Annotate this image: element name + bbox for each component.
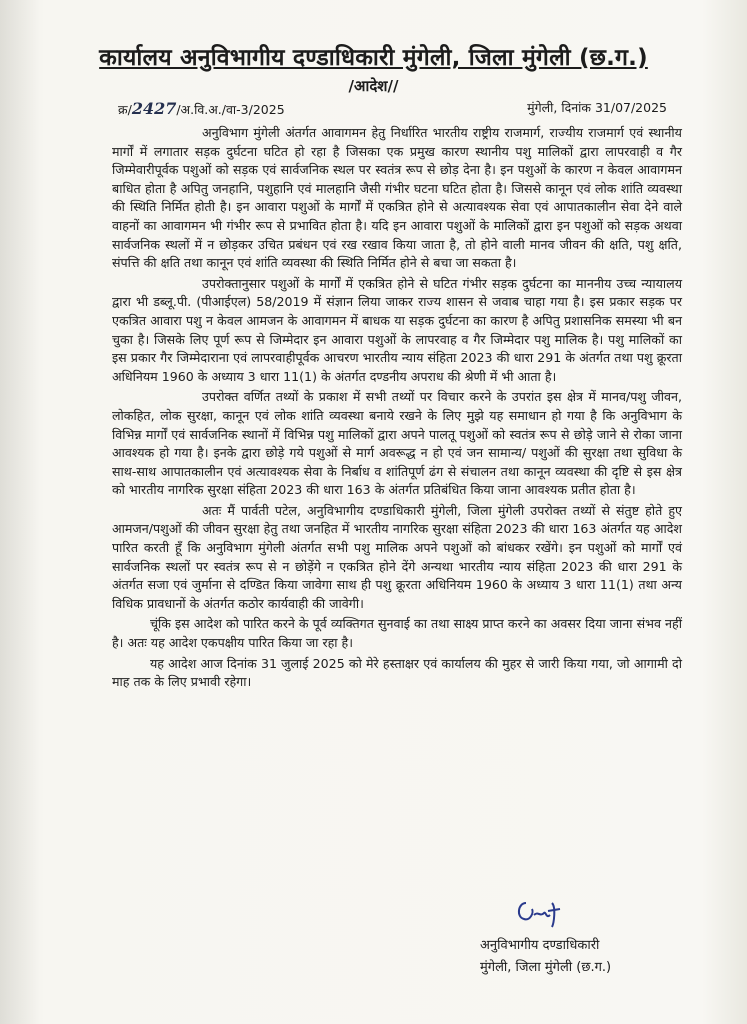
order-label: /आदेश//	[348, 77, 399, 95]
reference-handwritten-number: 2427	[131, 99, 177, 118]
page-shadow	[0, 0, 40, 1024]
order-date: मुंगेली, दिनांक 31/07/2025	[527, 100, 667, 115]
signatory-designation: अनुविभागीय दण्डाधिकारी	[480, 938, 600, 953]
reference-prefix: क्र/	[118, 102, 132, 117]
reference-suffix: /अ.वि.अ./वा-3/2025	[176, 102, 285, 117]
signatory-location: मुंगेली, जिला मुंगेली (छ.ग.)	[480, 960, 612, 975]
paragraph-background: अनुविभाग मुंगेली अंतर्गत आवागमन हेतु निर्धारित भारतीय राष्ट्रीय राजमार्ग, राज्यीय राजमार्ग एवं स्थानीय मार्गों में लगातार सड़क दुर्घटना घटित हो रहा है जिसका एक प्रमुख कारण स्थानीय पशु मालिकों द्वारा लापरवाही व गैर जिम्मेवारीपूर्वक पशुओं को सड़क एवं सार्वजनिक स्थल पर स्वतंत्र रूप से छोड़ देना है। इन पशुओं के कारण न केवल आवागमन बाधित होता है अपितु जनहानि, पशुहानि एवं मालहानि जैसी गंभीर घटना घटित होता है। जिससे कानून एवं लोक शांति व्यवस्था की स्थिति निर्मित होती है। इन आवारा पशुओं के मार्गों में एकत्रित होने से अत्यावश्यक सेवा एवं आपातकालीन सेवा देने वाले वाहनों का आवागमन भी गंभीर रूप से प्रभावित होता है। यदि इन आवारा पशुओं के मालिकों द्वारा इन पशुओं को सड़क अथवा सार्वजनिक स्थलों में न छोड़कर उचित प्रबंधन एवं रख रखाव किया जाता है, तो होने वाली मानव जीवन की क्षति, पशु क्षति, संपत्ति की क्षति तथा कानून एवं शांति व्यवस्था की स्थिति निर्मित होने से बचा जा सकता है।	[112, 125, 682, 271]
paragraph-ex-parte: चूंकि इस आदेश को पारित करने के पूर्व व्यक्तिगत सुनवाई का तथा साक्ष्य प्राप्त करने का अवसर दिया जाना संभव नहीं है। अतः यह आदेश एकपक्षीय पारित किया जा रहा है।	[112, 616, 682, 651]
paragraph-order: अतः मैं पार्वती पटेल, अनुविभागीय दण्डाधिकारी मुंगेली, जिला मुंगेली उपरोक्त तथ्यों से संतुष्ट होते हुए आमजन/पशुओं की जीवन सुरक्षा हेतु तथा जनहित में भारतीय नागरिक सुरक्षा संहिता 2023 की धारा 163 अंतर्गत यह आदेश पारित करती हूँ कि अनुविभाग मुंगेली अंतर्गत सभी पशु मालिक अपने पशुओं को बांधकर रखेंगे। इन पशुओं को मार्गों एवं सार्वजनिक स्थलों पर स्वतंत्र रूप से न छोड़ेंगे न एकत्रित होने देंगे अन्यथा भारतीय न्याय संहिता 2023 की धारा 291 के अंतर्गत सजा एवं जुर्माना से दण्डित किया जावेगा साथ ही पशु क्रूरता अधिनियम 1960 के अध्याय 3 धारा 11(1) तथा अन्य विधिक प्रावधानों के अंतर्गत कठोर कार्यवाही की जावेगी।	[112, 502, 682, 611]
paragraph-effective: यह आदेश आज दिनांक 31 जुलाई 2025 को मेरे हस्ताक्षर एवं कार्यालय की मुहर से जारी किया गया, जो आगामी दो माह तक के लिए प्रभावी रहेगा।	[112, 655, 682, 690]
signature-block	[480, 935, 611, 979]
reference-number	[118, 99, 285, 118]
signature-mark	[512, 893, 572, 933]
order-body	[112, 124, 682, 694]
paragraph-satisfaction: उपरोक्त वर्णित तथ्यों के प्रकाश में सभी तथ्यों पर विचार करने के उपरांत इस क्षेत्र में मानव/पशु जीवन, लोकहित, लोक सुरक्षा, कानून एवं लोक शांति व्यवस्था बनाये रखने के लिए मुझे यह समाधान हो गया है कि अनुविभाग के विभिन्न मार्गों एवं सार्वजनिक स्थानों में विभिन्न पशु मालिकों द्वारा अपने पालतू पशुओं को स्वतंत्र रूप से छोड़े जाने से रोका जाना आवश्यक हो गया है। इनके द्वारा छोड़े गये पशुओं से मार्ग अवरूद्ध न हो एवं जन सामान्य/ पशुओं की सुरक्षा तथा सुविधा के साथ-साथ आपातकालीन एवं अत्यावश्यक सेवा के निर्बाध व शांतिपूर्ण ढंग से संचालन तथा कानून व्यवस्था की दृष्टि से इस क्षेत्र को भारतीय नागरिक सुरक्षा संहिता 2023 की धारा 163 के अंतर्गत प्रतिबंधित किया जाना आवश्यक प्रतीत होता है।	[112, 389, 682, 498]
paragraph-high-court: उपरोक्तानुसार पशुओं के मार्गों में एकत्रित होने से घटित गंभीर सड़क दुर्घटना का माननीय उच्च न्यायालय द्वारा भी डब्लू.पी. (पीआईएल) 58/2019 में संज्ञान लिया जाकर राज्य शासन से जवाब चाहा गया है। इस प्रकार सड़क पर एकत्रित आवारा पशु न केवल आमजन के आवागमन में बाधक या सड़क दुर्घटना का कारण है अपितु प्रशासनिक समस्या भी बन चुका है। जिसके लिए पूर्ण रूप से जिम्मेदार इन आवारा पशुओं के लापरवाह व गैर जिम्मेदार पशु मालिक है। पशु मालिकों का इस प्रकार गैर जिम्मेदाराना एवं लापरवाहीपूर्वक आचरण भारतीय न्याय संहिता 2023 की धारा 291 के अंतर्गत तथा पशु क्रूरता अधिनियम 1960 के अध्याय 3 धारा 11(1) के अंतर्गत दण्डनीय अपराध की श्रेणी में भी आता है।	[112, 275, 682, 384]
office-title: कार्यालय अनुविभागीय दण्डाधिकारी मुंगेली, जिला मुंगेली (छ.ग.)	[99, 45, 648, 71]
